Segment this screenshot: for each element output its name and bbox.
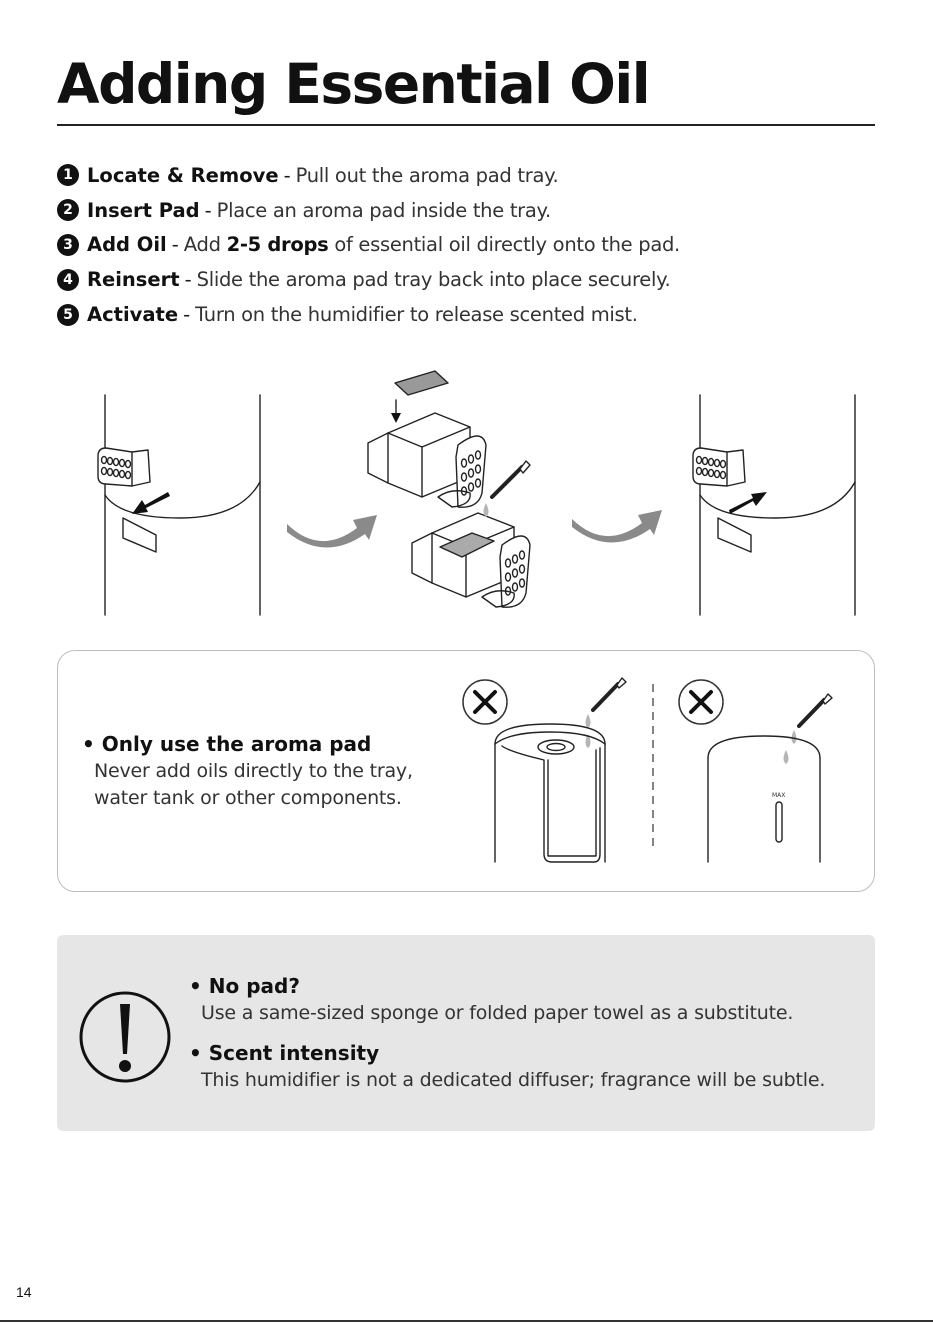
insert-pad-illustration bbox=[360, 365, 560, 620]
step-number: 1 bbox=[57, 164, 79, 186]
step-2 bbox=[57, 193, 897, 228]
dropper-icon bbox=[593, 678, 626, 710]
page-title: Adding Essential Oil bbox=[57, 52, 650, 116]
step-description: Turn on the humidifier to release scented mist. bbox=[195, 303, 638, 327]
push-in-arrow-icon bbox=[729, 492, 767, 514]
step-number: 2 bbox=[57, 199, 79, 221]
step-description bbox=[184, 233, 680, 256]
step-number: 5 bbox=[57, 304, 79, 326]
note-body: Use a same-sized sponge or folded paper towel as a substitute. bbox=[201, 1002, 794, 1024]
pull-out-arrow-icon bbox=[132, 492, 170, 514]
step-3 bbox=[57, 228, 897, 263]
remove-tray-illustration bbox=[90, 390, 270, 620]
step-label: Add Oil bbox=[87, 233, 167, 257]
step-description-end: of essential oil directly onto the pad. bbox=[328, 233, 680, 257]
caution-text bbox=[82, 730, 452, 812]
step-label: Activate bbox=[87, 303, 179, 327]
curved-arrow-icon bbox=[570, 505, 665, 547]
insert-arrow-icon bbox=[391, 413, 401, 423]
title-divider bbox=[57, 124, 875, 126]
step-separator: - bbox=[171, 233, 179, 257]
step-number: 4 bbox=[57, 269, 79, 291]
step-5 bbox=[57, 297, 897, 332]
caution-line-2: water tank or other components. bbox=[94, 787, 402, 809]
dropper-icon bbox=[799, 694, 832, 726]
step-1 bbox=[57, 158, 897, 193]
step-separator: - bbox=[283, 163, 291, 187]
note-body: This humidifier is not a dedicated diffuser; fragrance will be subtle. bbox=[201, 1069, 826, 1091]
caution-heading: • Only use the aroma pad bbox=[82, 732, 372, 756]
dropper-icon bbox=[492, 461, 530, 497]
page-number: 14 bbox=[16, 1284, 32, 1300]
step-separator: - bbox=[184, 268, 192, 292]
step-description-start: Add bbox=[183, 233, 227, 257]
exclamation-circle-icon bbox=[78, 990, 172, 1084]
wrong-tray-illustration bbox=[460, 676, 640, 868]
wrong-tank-illustration bbox=[676, 676, 856, 868]
steps-list bbox=[57, 158, 897, 332]
step-label: Insert Pad bbox=[87, 198, 200, 222]
note-heading: • Scent intensity bbox=[189, 1041, 380, 1065]
drop-count: 2-5 drops bbox=[226, 233, 329, 257]
caution-line-1: Never add oils directly to the tray, bbox=[94, 760, 413, 782]
note-heading: • No pad? bbox=[189, 974, 300, 998]
note-no-pad bbox=[189, 972, 869, 1027]
step-description: Place an aroma pad inside the tray. bbox=[216, 198, 551, 222]
max-label: MAX bbox=[772, 792, 786, 799]
bottom-divider bbox=[0, 1320, 933, 1322]
notes-text bbox=[189, 972, 869, 1106]
divider-dashed bbox=[650, 684, 656, 852]
cross-circle-icon bbox=[463, 680, 507, 724]
step-label: Reinsert bbox=[87, 268, 180, 292]
cross-circle-icon bbox=[679, 680, 723, 724]
step-4 bbox=[57, 262, 897, 297]
step-description: Slide the aroma pad tray back into place securely. bbox=[196, 268, 671, 292]
step-label: Locate & Remove bbox=[87, 163, 279, 187]
step-separator: - bbox=[204, 198, 212, 222]
reinsert-tray-illustration bbox=[685, 390, 865, 620]
step-number: 3 bbox=[57, 234, 79, 256]
step-description: Pull out the aroma pad tray. bbox=[295, 163, 559, 187]
step-separator: - bbox=[183, 303, 191, 327]
note-scent-intensity bbox=[189, 1039, 869, 1094]
